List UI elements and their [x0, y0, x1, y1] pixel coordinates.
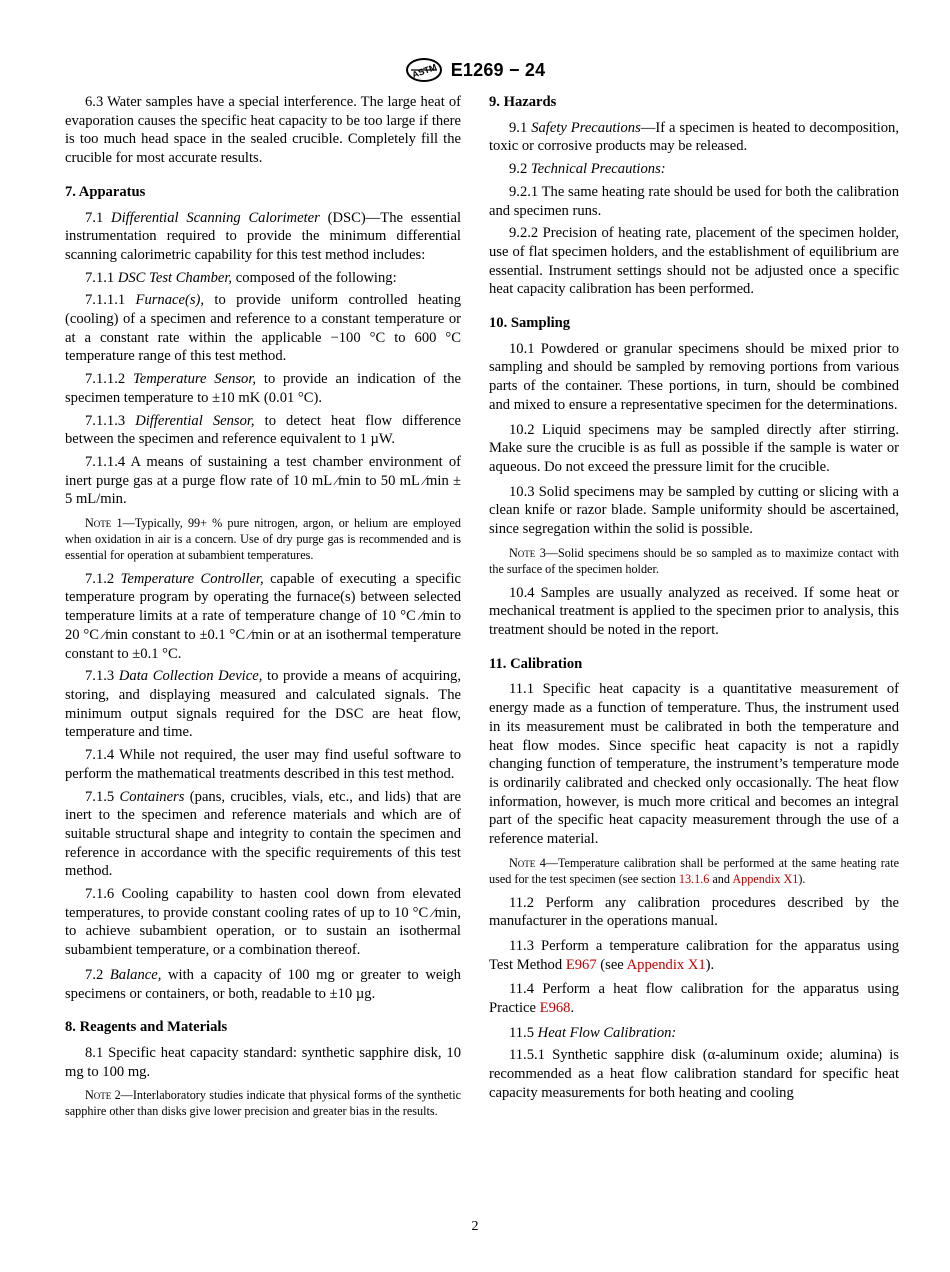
svg-text:ASTM: ASTM: [410, 61, 438, 80]
link-13-1-6[interactable]: 13.1.6: [678, 871, 710, 886]
section-11-2: 11.2 Perform any calibration procedures described by the manufacturer in the operations manual.: [489, 894, 899, 930]
section-11-5: 11.5 Heat Flow Calibration:: [509, 1024, 677, 1041]
section-7-1-1: 7.1.1 DSC Test Chamber, composed of the following:: [85, 269, 397, 286]
astm-logo-icon: [405, 57, 443, 83]
link-appendix-x1[interactable]: Appendix X1: [732, 871, 799, 886]
note-4: Note 4—Temperature calibration shall be performed at the same heating rate used for the test specimen (see section 13.1.6 and Appendix X1).: [489, 855, 900, 886]
section-10-2: 10.2 Liquid specimens may be sampled directly after stirring. Make sure the crucible is as full as possible if the sample is water or aqueous. Do not exceed the pressure limit for the crucible.: [489, 421, 899, 475]
note-2: Note 2—Interlaboratory studies indicate that physical forms of the synthetic sapphire other than disks give lower precision and greater bias in the results.: [65, 1088, 461, 1119]
section-11-1: 11.1 Specific heat capacity is a quantitative measurement of energy made as a function of temperature. Thus, the instrument used in its measurement must be calibrated in both the temperature and heat flow modes. Since specific heat capacity is not a rapidly changing function of temperature, the instrument’s temperature mode is ordinarily calibrated and checked only occasionally. The heat flow information, however, is much more critical and becomes an integral part of the specific heat capacity measurement through the use of a reference material.: [489, 681, 899, 848]
section-7-1-3: 7.1.3 Data Collection Device, to provide a means of acquiring, storing, and displaying measured and calculated signals. The minimum output signals required for the DSC are heat flow, temperature and time.: [65, 668, 461, 741]
section-9-1: 9.1 Safety Precautions—If a specimen is heated to decomposition, toxic or corrosive products may be released.: [489, 119, 899, 155]
section-7-1: 7.1 Differential Scanning Calorimeter (DSC)—The essential instrumentation required to provide the minimum differential scanning calorimetric capability for this test method includes:: [65, 209, 461, 263]
section-6-3: 6.3 Water samples have a special interference. The large heat of evaporation causes the specific heat capacity to be too large if there is too much head space in the sealed crucible. Completely fill the crucible for most accurate results.: [65, 94, 461, 167]
section-10-1: 10.1 Powdered or granular specimens should be mixed prior to sampling and should be sampled by removing portions from various parts of the container. These portions, in turn, should be combined and mixed to ensure a representative specimen for the determinations.: [489, 340, 899, 413]
section-11-4: 11.4 Perform a heat flow calibration for the apparatus using Practice E968.: [489, 981, 899, 1017]
page-header: [0, 55, 950, 85]
section-7-1-4: 7.1.4 While not required, the user may find useful software to perform the mathematical treatments described in this test method.: [65, 747, 461, 782]
section-8-1: 8.1 Specific heat capacity standard: synthetic sapphire disk, 10 mg to 100 mg.: [65, 1044, 461, 1080]
section-7-1-5: 7.1.5 Containers (pans, crucibles, vials, etc., and lids) that are inert to the specimen and reference materials and which are of suitable structural shape and integrity to contain the specimen and reference in accordance with the specific requirements of this test method.: [65, 788, 462, 880]
heading-11-calibration: 11. Calibration: [489, 655, 583, 672]
note-3: Note 3—Solid specimens should be so sampled as to maximize contact with the surface of the specimen holder.: [489, 545, 899, 576]
section-11-3: 11.3 Perform a temperature calibration for the apparatus using Test Method E967 (see Appendix X1).: [489, 937, 899, 973]
heading-7-apparatus: 7. Apparatus: [65, 183, 146, 200]
section-7-1-1-4: 7.1.1.4 A means of sustaining a test chamber environment of inert purge gas at a purge flow rate of 10 mL ⁄min to 50 mL ⁄min ± 5 mL/min.: [65, 453, 461, 508]
link-appendix-x1[interactable]: Appendix X1: [626, 956, 706, 973]
section-9-2: 9.2 Technical Precautions:: [509, 161, 666, 178]
section-10-4: 10.4 Samples are usually analyzed as received. If some heat or mechanical treatment is applied to the specimen prior to analysis, this treatment should be noted in the report.: [489, 584, 899, 638]
page-number: 2: [471, 1219, 479, 1234]
link-e967[interactable]: E967: [565, 956, 597, 973]
heading-9-hazards: 9. Hazards: [489, 94, 557, 110]
document-designation: E1269 − 24: [450, 59, 546, 80]
section-7-1-1-1: 7.1.1.1 Furnace(s), to provide uniform controlled heating (cooling) of a specimen and reference to a constant temperature or at a constant rate within the applicable −100 °C to 600 °C temperature range of this test method.: [65, 292, 462, 365]
section-9-2-1: 9.2.1 The same heating rate should be used for both the calibration and specimen runs.: [489, 183, 899, 219]
right-column: [489, 93, 899, 1107]
heading-10-sampling: 10. Sampling: [489, 315, 571, 332]
section-7-1-2: 7.1.2 Temperature Controller, capable of executing a specific temperature program by operating the furnace(s) between selected temperature limits at a rate of temperature change of 10 °C ⁄min to 20 °C ⁄min constant to ±0.1 °C ⁄min or at an isothermal temperature constant to ±0.1 °C.: [65, 570, 461, 662]
left-column: [65, 93, 461, 1126]
heading-8-reagents: 8. Reagents and Materials: [65, 1019, 228, 1036]
section-11-5-1: 11.5.1 Synthetic sapphire disk (α-aluminum oxide; alumina) is recommended as a heat flow calibration standard for specific heat capacity measurements for both heating and cooling: [489, 1047, 899, 1101]
section-7-2: 7.2 Balance, with a capacity of 100 mg or greater to weigh specimens or containers, or both, readable to ±10 µg.: [65, 966, 461, 1002]
link-e968[interactable]: E968: [539, 1000, 571, 1017]
section-7-1-1-2: 7.1.1.2 Temperature Sensor, to provide an indication of the specimen temperature to ±10 mK (0.01 °C).: [65, 371, 462, 406]
section-7-1-6: 7.1.6 Cooling capability to hasten cool down from elevated temperatures, to provide constant cooling rates of up to 10 °C ⁄min, to achieve subambient operation, or to sustain an isothermal subambient temperature, or a combination thereof.: [65, 886, 461, 959]
section-7-1-1-3: 7.1.1.3 Differential Sensor, to detect heat flow difference between the specimen and reference equivalent to 1 µW.: [65, 412, 461, 448]
section-9-2-2: 9.2.2 Precision of heating rate, placement of the specimen holder, use of flat specimen holders, and the establishment of equilibrium are essential. Instrument settings should not be adjusted once a specific heat capacity calibration has been performed.: [489, 225, 899, 298]
note-1: Note 1—Typically, 99+ % pure nitrogen, argon, or helium are employed when oxidation in air is a concern. Use of dry purge gas is recommended and is essential for operation at subambient temperatures.: [65, 516, 462, 562]
section-10-3: 10.3 Solid specimens may be sampled by cutting or slicing with a clean knife or razor blade. Sample uniformity should be ascertained, since segregation within the solid is possible.: [489, 483, 899, 538]
